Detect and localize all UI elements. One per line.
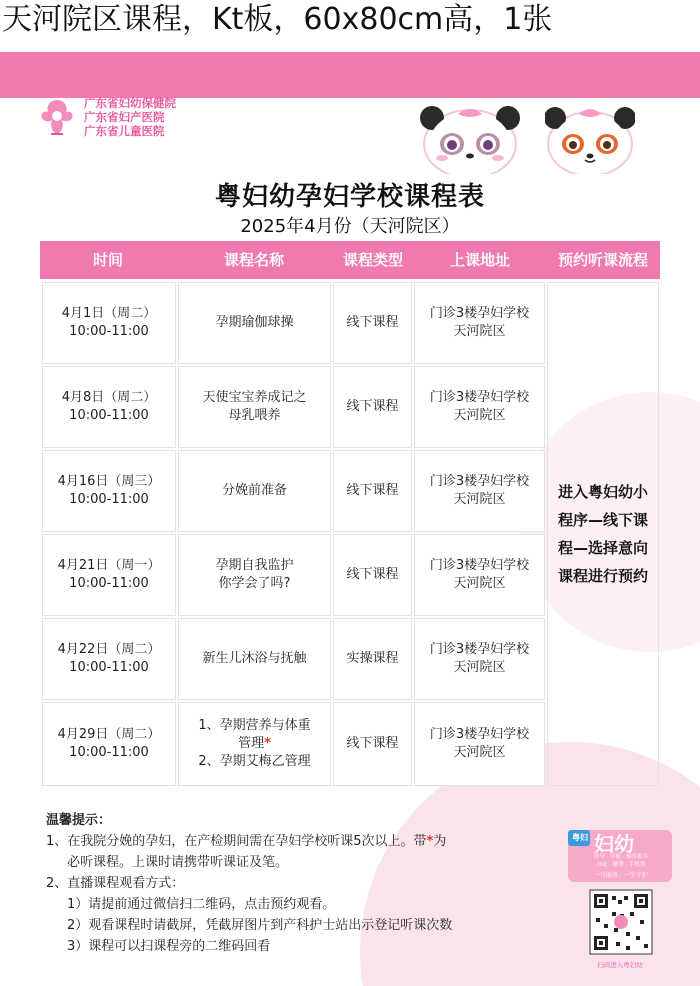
table-cell-course xyxy=(178,534,331,616)
course-name-line: 2、孕期艾梅乙管理 xyxy=(198,754,311,769)
qr-card-footer: 扫码进入粤妇幼 xyxy=(597,961,643,969)
course-type: 线下课程 xyxy=(346,399,399,414)
row-date: 4月1日（周二） xyxy=(61,306,157,321)
tip-item-1-continued: 必听课程。上课时请携带听课证及笔。 xyxy=(67,855,289,870)
table-header xyxy=(40,241,660,279)
table-cell-address xyxy=(414,534,545,616)
course-name: 天使宝宝养成记之 母乳喂养 xyxy=(202,390,307,423)
table-cell-address xyxy=(414,450,545,532)
column-header-time: 时间 xyxy=(92,251,123,269)
row-time: 10:00-11:00 xyxy=(69,324,149,339)
tips-title: 温馨提示： xyxy=(46,813,112,828)
hospital-logo xyxy=(36,96,216,140)
booking-instructions-cell xyxy=(547,282,659,786)
qr-card-line-1: 挂号 · 导航 · 候诊报告 xyxy=(593,854,649,860)
course-name-line: 管理 xyxy=(238,736,265,751)
tip-item-2: 2、直播课程观看方式： xyxy=(46,876,185,891)
row-date: 4月21日（周一） xyxy=(57,558,161,573)
required-star-icon: * xyxy=(426,834,434,849)
row-date: 4月22日（周二） xyxy=(57,642,161,657)
tip-text: 1、在我院分娩的孕妇，在产检期间需在孕妇学校听课5次以上。带 xyxy=(46,834,427,849)
table-cell-type xyxy=(333,702,412,786)
course-type: 线下课程 xyxy=(346,736,399,751)
tips-section xyxy=(46,810,546,957)
table-cell-course xyxy=(178,702,331,786)
booking-instructions: 进入粤妇幼小程序—线下课程—选择意向课程进行预约 xyxy=(557,483,648,585)
page-subtitle: 2025年4月份（天河院区） xyxy=(240,216,460,237)
row-date: 4月16日（周三） xyxy=(57,474,161,489)
row-time: 10:00-11:00 xyxy=(69,660,149,675)
required-star-icon: * xyxy=(264,736,271,751)
tip-text: 为 xyxy=(433,834,447,849)
column-header-type: 课程类型 xyxy=(342,251,403,269)
table-cell-time xyxy=(42,282,176,364)
hospital-emblem-icon xyxy=(36,96,78,138)
logo-line-1: 广东省妇幼保健院 xyxy=(84,96,176,110)
row-date: 4月8日（周二） xyxy=(61,390,157,405)
table-cell-time xyxy=(42,618,176,700)
column-header-booking: 预约听课流程 xyxy=(557,251,648,269)
table-cell-time xyxy=(42,534,176,616)
course-name: 孕期自我监护 你学会了吗? xyxy=(215,558,294,591)
panda-mascot-left xyxy=(420,84,520,174)
page-title: 粤妇幼孕妇学校课程表 xyxy=(214,182,485,212)
table-cell-address xyxy=(414,282,545,364)
table-cell-type xyxy=(333,282,412,364)
table-cell-type xyxy=(333,366,412,448)
table-cell-type xyxy=(333,450,412,532)
qr-card-line-2: 办证 · 缴费 · 手机签 xyxy=(596,862,646,868)
table-cell-time xyxy=(42,450,176,532)
table-cell-course xyxy=(178,450,331,532)
table-cell-course xyxy=(178,282,331,364)
course-address: 门诊3楼孕妇学校 天河院区 xyxy=(429,390,530,423)
qr-card-brand: 妇幼 xyxy=(594,832,634,856)
tip-subitem-2: 2）观看课程时请截屏，凭截屏图片到产科护士站出示登记听课次数 xyxy=(67,918,453,933)
course-type: 线下课程 xyxy=(346,315,399,330)
course-name: 孕期瑜伽球操 xyxy=(215,315,294,330)
table-cell-type xyxy=(333,534,412,616)
course-name: 分娩前准备 xyxy=(221,483,287,498)
table-cell-time xyxy=(42,366,176,448)
tip-item-1 xyxy=(46,831,546,852)
column-header-course: 课程名称 xyxy=(223,251,284,269)
course-name: 新生儿沐浴与抚触 xyxy=(202,651,307,666)
top-caption: 天河院区课程，Kt板，60x80cm高，1张 xyxy=(0,0,700,52)
course-address: 门诊3楼孕妇学校 天河院区 xyxy=(429,642,530,675)
schedule-poster xyxy=(0,52,700,986)
row-time: 10:00-11:00 xyxy=(69,408,149,423)
qr-card-tag: 粤妇 xyxy=(572,833,588,842)
column-header-address: 上课地址 xyxy=(449,251,510,269)
table-cell-type xyxy=(333,618,412,700)
tip-subitem-1: 1）请提前通过微信扫二维码，点击预约观看。 xyxy=(67,897,336,912)
tip-subitem-3: 3）课程可以扫课程旁的二维码回看 xyxy=(67,939,271,954)
course-address: 门诊3楼孕妇学校 天河院区 xyxy=(429,727,530,760)
row-time: 10:00-11:00 xyxy=(69,576,149,591)
table-cell-address xyxy=(414,702,545,786)
table-cell-course xyxy=(178,366,331,448)
row-date: 4月29日（周二） xyxy=(57,727,161,742)
table-cell-address xyxy=(414,618,545,700)
table-cell-time xyxy=(42,702,176,786)
course-type: 实操课程 xyxy=(346,651,399,666)
course-name-line: 1、孕期营养与体重 xyxy=(198,718,311,733)
row-time: 10:00-11:00 xyxy=(69,745,149,760)
course-address: 门诊3楼孕妇学校 天河院区 xyxy=(429,558,530,591)
course-address: 门诊3楼孕妇学校 天河院区 xyxy=(429,474,530,507)
table-cell-course xyxy=(178,618,331,700)
panda-mascot-right xyxy=(545,84,635,174)
row-time: 10:00-11:00 xyxy=(69,492,149,507)
mini-program-qr-card[interactable] xyxy=(560,824,680,982)
logo-line-2: 广东省妇产医院 xyxy=(84,110,165,124)
logo-line-3: 广东省儿童医院 xyxy=(84,124,165,138)
table-cell-address xyxy=(414,366,545,448)
course-type: 线下课程 xyxy=(346,567,399,582)
qr-card-slogan: 一号服务，一生守护 xyxy=(593,872,648,879)
course-address: 门诊3楼孕妇学校 天河院区 xyxy=(429,306,530,339)
course-type: 线下课程 xyxy=(346,483,399,498)
